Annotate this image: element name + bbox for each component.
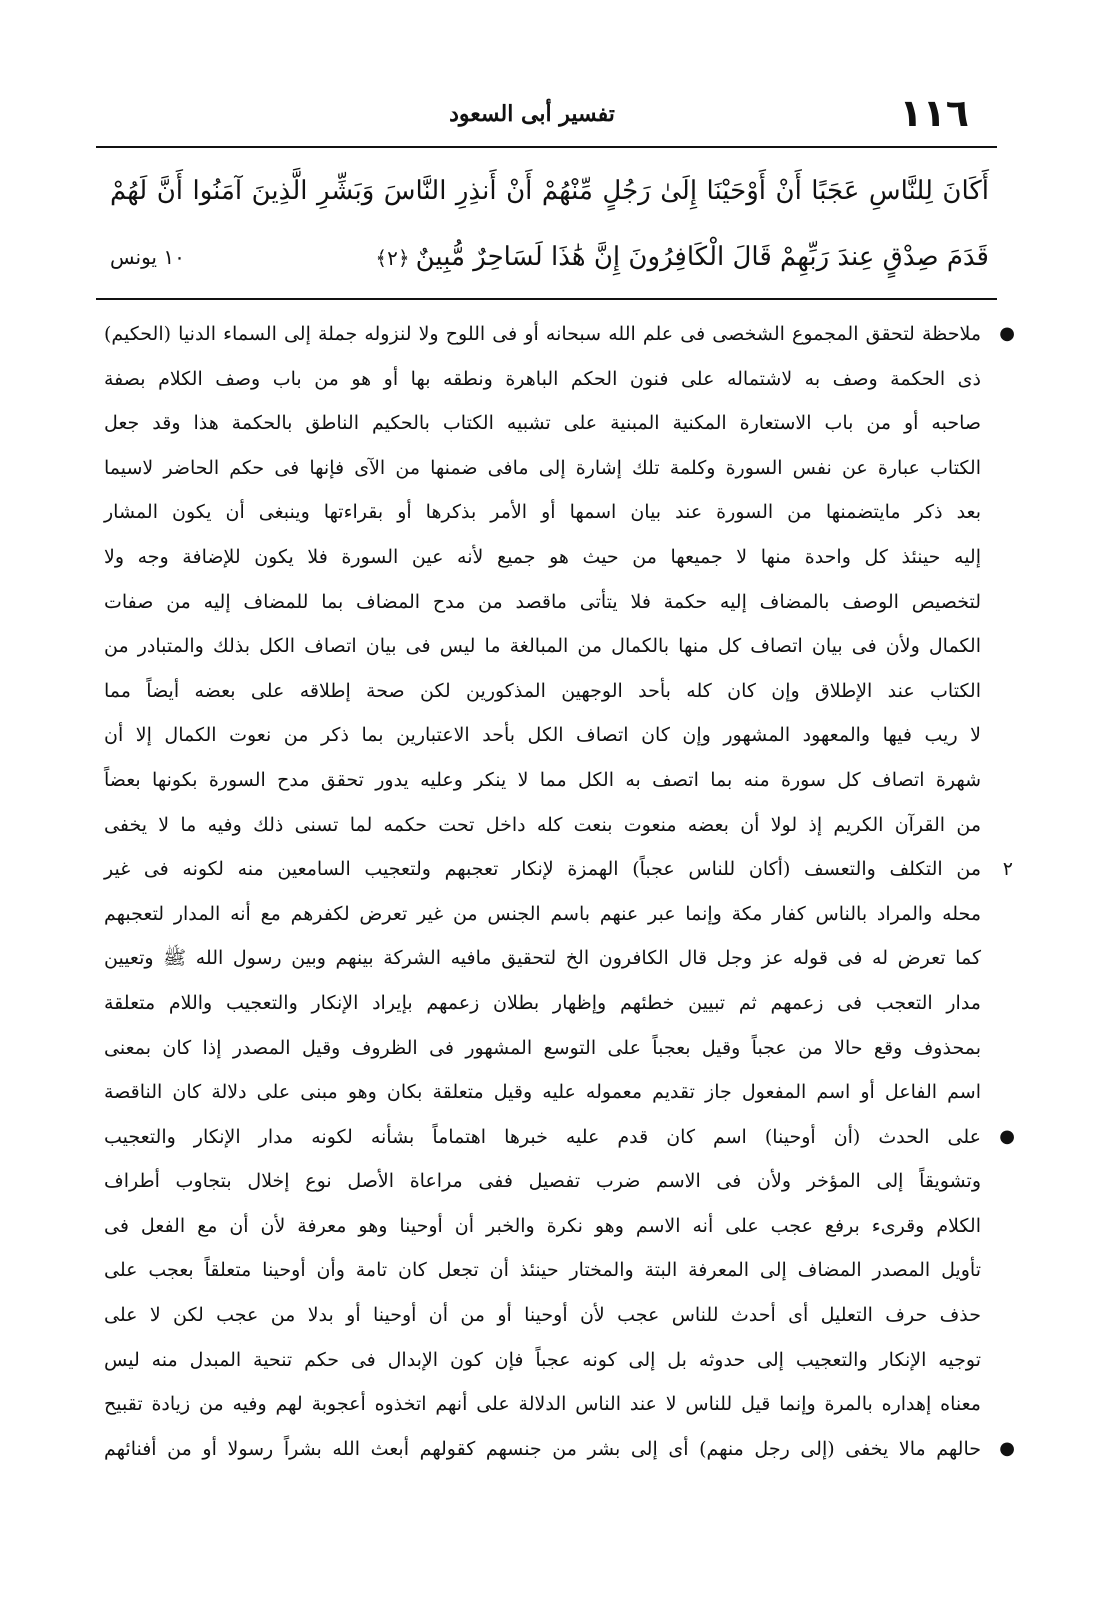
verse-line-2-row (110, 224, 989, 291)
margin-verse-number: ٢ (1002, 858, 1013, 881)
bullet-icon: ● (999, 1437, 1015, 1459)
commentary-line-23: حذف حرف التعليل أى أحدث للناس عجب لأن أوحينا أو من أن أوحينا أو بدلا من عجب لكن لا على (104, 1304, 981, 1327)
verse-rule (96, 298, 997, 300)
commentary-line-4: الكتاب عبارة عن نفس السورة وكلمة تلك إشارة إلى مافى ضمنها من الآى فإنها فى حكم الحاضر لاسيما (104, 456, 981, 479)
commentary-line-14: محله والمراد بالناس كفار مكة وإنما عبر عنهم باسم الجنس من غير تعرض لكفرهم مع أنه المدار لتعجبهم (104, 902, 981, 925)
page-number: ١١٦ (899, 91, 969, 135)
ayah-number: ٢ (387, 246, 398, 270)
commentary-line-text: على الحدث (أن أوحينا) اسم كان قدم عليه خبرها اهتماماً بشأنه لكونه مدار الإنكار والتعجيب (104, 1125, 981, 1148)
commentary-line-18: اسم الفاعل أو اسم المفعول جاز تقديم معموله عليه وقيل متعلقة بكان وهو مبنى على دلالة كان الناقصة (104, 1081, 981, 1104)
commentary-line-13 (104, 847, 1013, 892)
verse-line-1: أَكَانَ لِلنَّاسِ عَجَبًا أَنْ أَوْحَيْنَا إِلَىٰ رَجُلٍ مِّنْهُمْ أَنْ أَنذِرِ النَّاسَ وَبَشِّرِ الَّذِينَ آمَنُوا أَنَّ لَهُمْ (110, 176, 989, 206)
commentary-line-19 (104, 1115, 1015, 1160)
verse-line-2-text: قَدَمَ صِدْقٍ عِندَ رَبِّهِمْ قَالَ الْكَافِرُونَ إِنَّ هَٰذَا لَسَاحِرٌ مُّبِينٌ (415, 242, 989, 272)
commentary-line-12: من القرآن الكريم إذ لولا أن بعضه منعوت بنعت كله داخل تحت حكمه لما تسنى ذلك وفيه ما لا يخفى (104, 813, 981, 836)
ayah-number-marker: ﴿٢﴾ (375, 246, 410, 270)
surah-reference: ١٠ يونس (110, 245, 185, 269)
commentary-line-9: الكتاب عند الإطلاق وإن كان كله بأحد الوجهين المذكورين لكن صحة إطلاقه على بعضه أيضاً مما (104, 679, 981, 702)
quran-verse (110, 158, 989, 291)
header-rule (96, 146, 997, 148)
commentary-line-21: الكلام وقرىء برفع عجب على أنه الاسم وهو نكرة والخبر أن أوحينا وهو معرفة لأن أن مع الفعل فى (104, 1214, 981, 1237)
commentary-line-text: حالهم مالا يخفى (إلى رجل منهم) أى إلى بشر من جنسهم كقولهم أبعث الله بشراً رسولا أو من أفنائهم (104, 1437, 981, 1460)
running-title: تفسير أبى السعود (449, 101, 615, 127)
commentary-line-1 (104, 312, 1015, 357)
commentary-line-20: وتشويقاً إلى المؤخر ولأن فى الاسم ضرب تفصيل ففى مراعاة الأصل نوع إخلال بتجاوب أطراف (104, 1170, 981, 1193)
commentary-line-2: ذى الحكمة وصف به لاشتماله على فنون الحكم الباهرة ونطقه بها أو هو من باب وصف الكلام بصفة (104, 367, 981, 390)
bullet-icon: ● (999, 323, 1015, 344)
commentary-line-3: صاحبه أو من باب الاستعارة المكنية المبنية على تشبيه الكتاب بالحكيم الناطق بالحكمة هذا وقد جعل (104, 412, 981, 435)
commentary-line-16: مدار التعجب فى زعمهم ثم تبيين خطئهم وإظهار بطلان زعمهم بإيراد الإنكار والتعجيب واللام متعلقة (104, 991, 981, 1014)
commentary-line-11: شهرة اتصاف كل سورة منه بما اتصف به الكل مما لا ينكر وعليه يدور تحقق مدح السورة بكونها بعضاً (104, 768, 981, 791)
commentary-line-24: توجيه الإنكار والتعجيب إلى حدوثه بل إلى كونه عجباً فإن كون الإبدال فى حكم تنحية المبدل منه ليس (104, 1348, 981, 1371)
bullet-icon: ● (999, 1125, 1015, 1147)
commentary-line-22: تأويل المصدر المضاف إلى المعرفة البتة والمختار حينئذ أن تجعل كان تامة وأن أوحينا متعلقاً بعجب على (104, 1259, 981, 1282)
commentary-line-7: لتخصيص الوصف بالمضاف إليه حكمة فلا يتأتى ماقصد من مدح المضاف بما للمضاف إليه من صفات (104, 590, 981, 613)
commentary-line-8: الكمال ولأن فى بيان اتصاف كل منها بالكمال من المبالغة ما ليس فى بيان اتصاف الكل بذلك والمتبادر من (104, 635, 981, 658)
verse-line-2 (369, 224, 989, 291)
page-header (95, 88, 969, 138)
commentary-line-6: إليه حينئذ كل واحدة منها لا جميعها من حيث هو جميع لأنه عين السورة فلا يكون للإضافة وجه ولا (104, 545, 981, 568)
commentary-line-15: كما تعرض له فى قوله عز وجل قال الكافرون الخ لتحقيق مافيه الشركة بينهم وبين رسول الله ﷺ وتعيين (104, 947, 981, 970)
commentary-line-25: معناه إهداره بالمرة وإنما قيل للناس لا عند الناس الدلالة على أنهم اتخذوه أعجوبة لهم وفيه من زيادة تقبيح (104, 1393, 981, 1416)
commentary-line-5: بعد ذكر مايتضمنها من السورة عند بيان اسمها أو الأمر بذكرها أو بقراءتها وينبغى أن يكون المشار (104, 501, 981, 524)
commentary-line-text: ملاحظة لتحقق المجموع الشخصى فى علم الله سبحانه أو فى اللوح ولا لنزوله جملة إلى السماء الدنيا (الحكيم) (104, 323, 981, 345)
commentary-line-text: من التكلف والتعسف (أكان للناس عجباً) الهمزة لإنكار تعجبهم ولتعجيب السامعين منه لكونه فى غير (104, 858, 981, 881)
commentary-line-26 (104, 1427, 1015, 1472)
commentary-line-17: بمحذوف وقع حالا من عجباً وقيل بعجباً على التوسع المشهور فى الظروف وقيل المصدر إذا كان بمعنى (104, 1036, 981, 1059)
commentary-body (104, 312, 1015, 1471)
commentary-line-10: لا ريب فيها والمعهود المشهور وإن كان اتصاف الكل بأحد الاعتبارين بما ذكر من نعوت الكمال إلا أن (104, 724, 981, 747)
